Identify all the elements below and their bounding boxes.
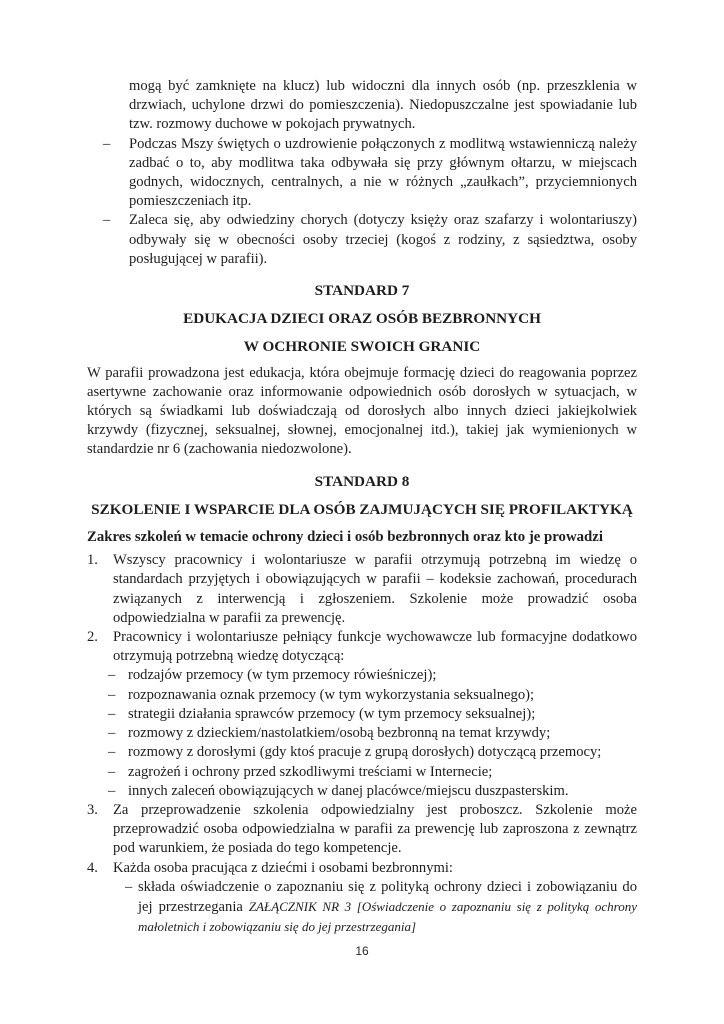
sub-list-item bbox=[108, 763, 637, 782]
standard7-title-line1: EDUKACJA DZIECI ORAZ OSÓB BEZBRONNYCH bbox=[183, 310, 541, 328]
standard7-heading: STANDARD 7 bbox=[314, 282, 410, 300]
paragraph-continuation: mogą być zamknięte na klucz) lub widoczni dla innych osób (np. przeszklenia w drzwiach, uchylone drzwi do pomieszczenia). Niedopuszczalne jest spowiadanie lub tzw. rozmowy duchowe w pokojach prywatnych. bbox=[129, 78, 637, 133]
numbered-item-text: Za przeprowadzenie szkolenia odpowiedzialny jest proboszcz. Szkolenie może przeprowadzić osoba odpowiedzialna w parafii za prewencję lub zaproszona z zewnątrz pod warunkiem, że posiada do tego kompetencje. bbox=[113, 801, 637, 857]
list-item bbox=[87, 211, 637, 269]
numbered-item-text: Wszyscy pracownicy i wolontariusze w parafii otrzymują potrzebną im wiedzę o standardach przyjętych i obowiązujących w parafii – kodeksie zachowań, procedurach związanych z interwencją i zgłoszeniem. Szkolenie może prowadzić osoba odpowiedzialna w parafii za prewencję. bbox=[113, 552, 637, 626]
dash-bullet: – bbox=[108, 725, 116, 742]
sub-list-item-text: rozmowy z dzieckiem/nastolatkiem/osobą bezbronną na temat krzywdy; bbox=[128, 725, 551, 742]
sub-list-item bbox=[108, 705, 637, 724]
numbered-item bbox=[87, 859, 637, 878]
standard8-subheading: Zakres szkoleń w temacie ochrony dzieci i osób bezbronnych oraz kto je prowadzi bbox=[87, 529, 603, 546]
sub-list-item bbox=[108, 666, 637, 685]
dash-bullet: – bbox=[103, 212, 111, 229]
dash-bullet: – bbox=[108, 686, 116, 703]
dash-bullet: – bbox=[108, 667, 116, 684]
sub-list-item-text: zagrożeń i ochrony przed szkodliwymi treściami w Internecie; bbox=[128, 763, 493, 780]
item-number: 2. bbox=[87, 629, 98, 646]
dash-bullet: – bbox=[108, 782, 116, 799]
attachment-reference: ZAŁĄCZNIK NR 3 [Oświadczenie o zapoznaniu się z polityką ochrony małoletnich i zobowiązaniu się do jej przestrzegania] bbox=[138, 898, 637, 935]
sub-list-item bbox=[108, 743, 637, 762]
dash-bullet: – bbox=[108, 763, 116, 780]
standard7-title-line2: W OCHRONIE SWOICH GRANIC bbox=[243, 338, 481, 356]
standard7-body: W parafii prowadzona jest edukacja, która obejmuje formację dzieci do reagowania poprzez asertywne zachowanie oraz informowanie odpowiednich osób dorosłych w sytuacjach, w których są świadkami lub doświadczają od dorosłych albo innych dzieci jakiejkolwiek krzywdy (fizycznej, seksualnej, słownej, emocjonalnej itd.), takiej jak wymienionych w standardzie nr 6 (zachowania niedozwolone). bbox=[87, 364, 637, 458]
page-number: 16 bbox=[355, 944, 369, 958]
sub-list-item-text: innych zaleceń obowiązujących w danej placówce/miejscu duszpasterskim. bbox=[128, 782, 569, 799]
item-number: 4. bbox=[87, 859, 98, 876]
sub-list-item-text: strategii działania sprawców przemocy (w tym przemocy seksualnej); bbox=[128, 705, 536, 722]
numbered-item bbox=[87, 628, 637, 666]
list-item-text: Podczas Mszy świętych o uzdrowienie połączonych z modlitwą wstawienniczą należy zadbać o to, aby modlitwa taka odbywała się przy głównym ołtarzu, w miejscach godnych, widocznych, centralnych, a nie w różnych „zaułkach”, przyciemnionych pomieszczeniach itp. bbox=[129, 135, 637, 210]
dash-bullet: – bbox=[108, 705, 116, 722]
declaration-text: składa oświadczenie o zapoznaniu się z polityką ochrony dzieci i zobowiązaniu do jej przestrzegania bbox=[138, 878, 637, 915]
standard8-heading: STANDARD 8 bbox=[314, 472, 410, 490]
standard8-title: SZKOLENIE I WSPARCIE DLA OSÓB ZAJMUJĄCYCH SIĘ PROFILAKTYKĄ bbox=[91, 500, 633, 518]
sub-list-item bbox=[108, 724, 637, 743]
sub-list-item bbox=[108, 782, 637, 801]
numbered-item bbox=[87, 551, 637, 628]
sub-list-item-text bbox=[138, 878, 637, 938]
sub-list-item-text: rozmowy z dorosłymi (gdy ktoś pracuje z grupą dorosłych) dotyczącą przemocy; bbox=[128, 744, 602, 761]
sub-list-item bbox=[125, 878, 637, 938]
list-item bbox=[87, 135, 637, 212]
item-number: 3. bbox=[87, 801, 98, 818]
page-content bbox=[87, 77, 637, 937]
numbered-item-text: Pracownicy i wolontariusze pełniący funkcje wychowawcze lub formacyjne dodatkowo otrzymują potrzebną wiedzę dotyczącą: bbox=[113, 629, 637, 665]
sub-list-item-text: rodzajów przemocy (w tym przemocy rówieśniczej); bbox=[128, 667, 437, 684]
dash-bullet: – bbox=[108, 744, 116, 761]
sub-list-item-text: rozpoznawania oznak przemocy (w tym wykorzystania seksualnego); bbox=[128, 686, 535, 703]
numbered-item bbox=[87, 801, 637, 859]
dash-bullet: – bbox=[103, 135, 111, 152]
numbered-item-text: Każda osoba pracująca z dziećmi i osobami bezbronnymi: bbox=[113, 859, 453, 876]
dash-bullet: – bbox=[125, 878, 133, 895]
sub-list-item bbox=[108, 686, 637, 705]
item-number: 1. bbox=[87, 552, 98, 569]
list-item-text: Zaleca się, aby odwiedziny chorych (dotyczy księży oraz szafarzy i wolontariuszy) odbywały się w obecności osoby trzeciej (kogoś z rodziny, z sąsiedztwa, osoby posługującej w parafii). bbox=[129, 212, 637, 267]
